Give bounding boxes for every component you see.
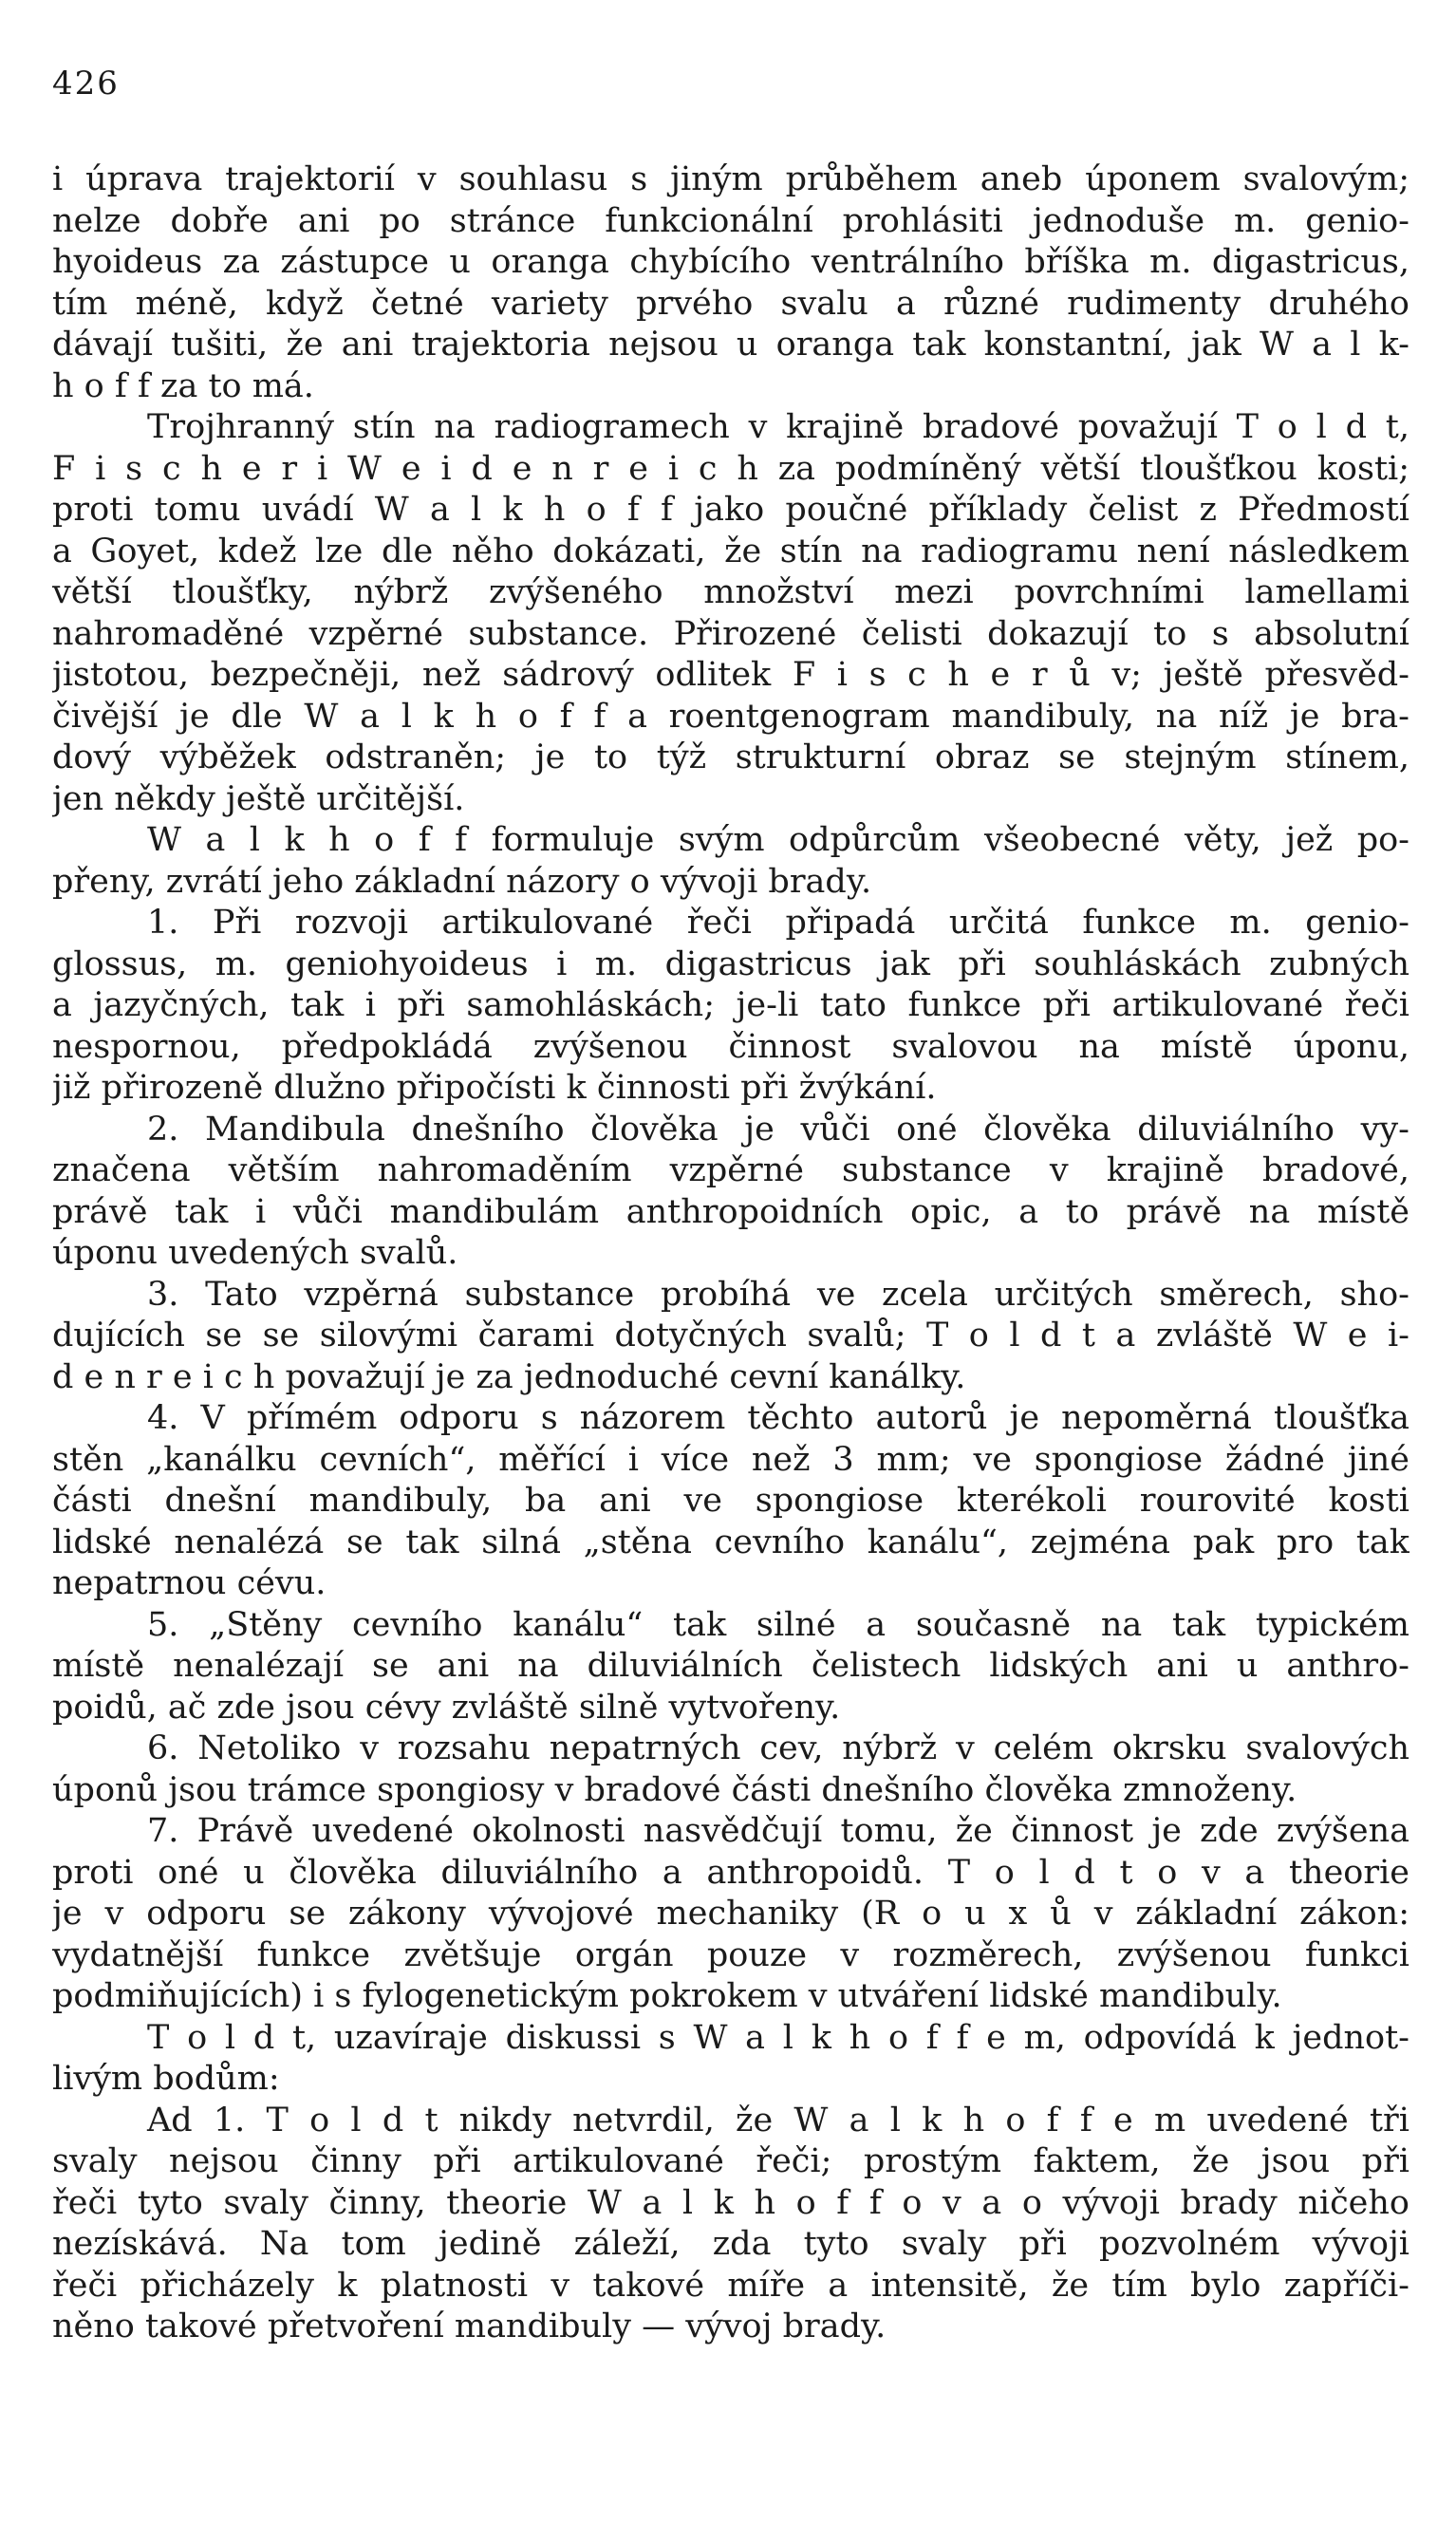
text-line: 7. Právě uvedené okolnosti nasvědčují tomu, že činnost je zde zvýšena [147,1812,1409,1850]
text-line: přeny, zvrátí jeho základní názory o vývoji brady. [52,862,872,901]
text-line: úponů jsou trámce spongiosy v bradové části dnešního člověka zmnoženy. [52,1770,1297,1809]
text-line: a Goyet, kdež lze dle něho dokázati, že stín na radiogramu není následkem [52,532,1409,570]
text-line: nezískává. Na tom jedině záleží, zda tyto svaly při pozvolném vývoji [52,2225,1409,2263]
text-line: čivější je dle W a l k h o f f a roentgenogram mandibuly, na níž je bra- [52,697,1409,736]
text-line: W a l k h o f f formuluje svým odpůrcům všeobecné věty, jež po- [147,821,1409,859]
text-line: svaly nejsou činny při artikulované řeči; prostým faktem, že jsou při [52,2142,1409,2180]
text-line: 1. Při rozvoji artikulované řeči připadá určitá funkce m. genio- [147,904,1409,942]
text-line: něno takové přetvoření mandibuly — vývoj brady. [52,2307,887,2345]
text-line: Trojhranný stín na radiogramech v krajině bradové považují T o l d t, [147,408,1409,446]
text-line: tím méně, když četné variety prvého svalu a různé rudimenty druhého [52,284,1409,323]
text-line: proti tomu uvádí W a l k h o f f jako poučné příklady čelist z Předmostí [52,491,1409,529]
text-line: úponu uvedených svalů. [52,1234,458,1272]
text-line: podmiňujících) i s fylogenetickým pokrokem v utváření lidské mandibuly. [52,1977,1282,2015]
text-line: nespornou, předpokládá zvýšenou činnost svalovou na místě úponu, [52,1027,1409,1066]
text-line: 6. Netoliko v rozsahu nepatrných cev, nýbrž v celém okrsku svalových [147,1729,1409,1767]
text-line: vydatnější funkce zvětšuje orgán pouze v rozměrech, zvýšenou funkci [52,1935,1409,1974]
text-line: řeči tyto svaly činny, theorie W a l k h o f f o v a o vývoji brady ničeho [52,2183,1409,2222]
text-line: již přirozeně dlužno připočísti k činnosti při žvýkání. [52,1069,937,1107]
text-line: jen někdy ještě určitější. [52,779,465,818]
text-line: lidské nenalézá se tak silná „stěna cevního kanálu“, zejména pak pro tak [52,1523,1409,1561]
text-line: dujících se se silovými čarami dotyčných svalů; T o l d t a zvláště W e i- [52,1317,1409,1355]
text-line: F i s c h e r i W e i d e n r e i c h za podmíněný větší tloušťkou kosti; [52,449,1409,488]
text-line: místě nenalézají se ani na diluviálních čelistech lidských ani u anthro- [52,1647,1409,1685]
text-body [52,159,1409,2348]
text-line: jistotou, bezpečněji, než sádrový odlitek F i s c h e r ů v; ještě přesvěd- [52,656,1409,694]
text-line: h o f f za to má. [52,366,314,405]
text-line: nahromaděné vzpěrné substance. Přirozené čelisti dokazují to s absolutní [52,614,1409,653]
text-line: značena větším nahromaděním vzpěrné substance v krajině bradové, [52,1151,1409,1189]
text-line: hyoideus za zástupce u oranga chybícího ventrálního bříška m. digastricus, [52,243,1409,281]
text-line: proti oné u člověka diluviálního a anthropoidů. T o l d t o v a theorie [52,1853,1409,1892]
text-line: 4. V přímém odporu s názorem těchto autorů je nepoměrná tloušťka [147,1399,1409,1437]
text-line: části dnešní mandibuly, ba ani ve spongiose kterékoli rourovité kosti [52,1482,1409,1520]
text-line: i úprava trajektorií v souhlasu s jiným průběhem aneb úponem svalovým; [52,160,1409,198]
text-line: 5. „Stěny cevního kanálu“ tak silné a současně na tak typickém [147,1605,1409,1644]
text-line: řeči přicházely k platnosti v takové míře a intensitě, že tím bylo zapříči- [52,2266,1409,2305]
text-line: nepatrnou cévu. [52,1564,327,1602]
text-line: dový výběžek odstraněn; je to týž strukturní obraz se stejným stínem, [52,738,1409,776]
text-line: Ad 1. T o l d t nikdy netvrdil, že W a l k h o f f e m uvedené tři [147,2101,1409,2139]
text-line: 2. Mandibula dnešního člověka je vůči oné člověka diluviálního vy- [147,1110,1409,1149]
text-line: je v odporu se zákony vývojové mechaniky (R o u x ů v základní zákon: [52,1895,1409,1933]
text-line: stěn „kanálku cevních“, měřící i více než 3 mm; ve spongiose žádné jiné [52,1440,1409,1479]
text-line: d e n r e i c h považují je za jednoduché cevní kanálky. [52,1357,966,1396]
text-line: větší tloušťky, nýbrž zvýšeného množství mezi povrchními lamellami [52,573,1409,611]
text-line: a jazyčných, tak i při samohláskách; je-li tato funkce při artikulované řeči [52,986,1409,1024]
page-number: 426 [52,65,120,103]
text-line: dávají tušiti, že ani trajektoria nejsou u oranga tak konstantní, jak W a l k- [52,326,1409,364]
text-line: 3. Tato vzpěrná substance probíhá ve zcela určitých směrech, sho- [147,1275,1409,1314]
text-line: glossus, m. geniohyoideus i m. digastricus jak při souhláskách zubných [52,944,1409,983]
text-line: poidů, ač zde jsou cévy zvláště silně vytvořeny. [52,1688,841,1727]
text-line: livým bodům: [52,2060,280,2098]
text-line: právě tak i vůči mandibulám anthropoidních opic, a to právě na místě [52,1192,1409,1231]
text-line: nelze dobře ani po stránce funkcionální prohlásiti jednoduše m. genio- [52,201,1409,240]
text-line: T o l d t, uzavíraje diskussi s W a l k h o f f e m, odpovídá k jednot- [147,2018,1409,2057]
